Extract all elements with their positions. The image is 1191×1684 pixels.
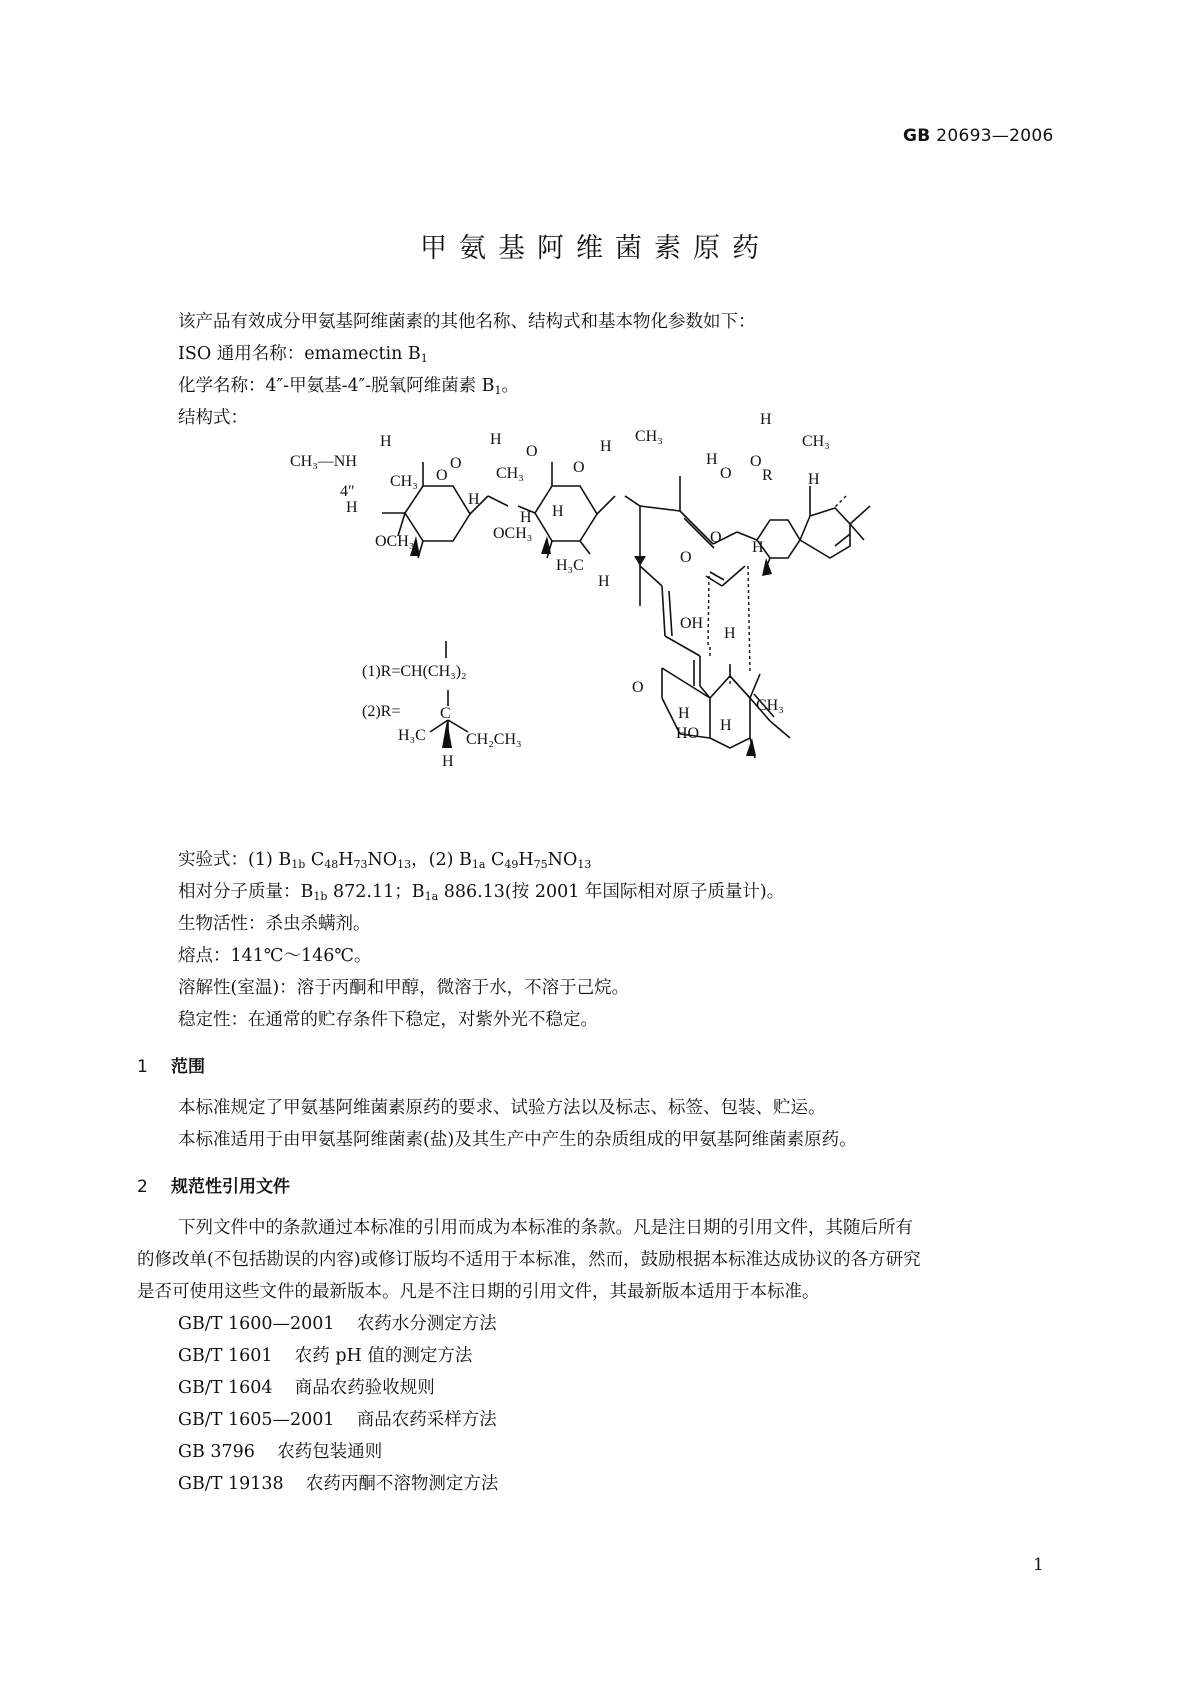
svg-text:O: O [573,459,585,476]
svg-text:CH₃: CH₃ [390,473,418,490]
svg-text:H: H [600,438,612,455]
svg-text:O: O [680,549,692,566]
stability: 稳定性：在通常的贮存条件下稳定，对紫外光不稳定。 [178,1010,598,1030]
reference-item: GB/T 1601 农药 pH 值的测定方法 [178,1346,473,1366]
reference-item: GB/T 1604 商品农药验收规则 [178,1378,435,1398]
svg-text:R: R [762,467,773,484]
svg-text:H: H [724,625,736,642]
reference-item: GB/T 19138 农药丙酮不溶物测定方法 [178,1474,499,1494]
section-2-heading: 2 规范性引用文件 [137,1177,290,1197]
svg-text:H: H [720,717,732,734]
position-4-label: 4″ [340,483,355,500]
r-group-1: (1)R=CH(CH₃)₂ [362,663,467,680]
sugar-ring-2 [535,486,597,541]
section-1-paragraph-2: 本标准适用于由甲氨基阿维菌素(盐)及其生产中产生的杂质组成的甲氨基阿维菌素原药。 [178,1130,857,1150]
svg-text:O: O [710,529,722,546]
molecular-mass: 相对分子质量：$B_{1b}$ 872.11；$B_{1a}$ 886.13(按 2001 年国际相对原子质量计)。 [178,882,785,903]
svg-text:OH: OH [680,615,704,632]
reference-item: GB 3796 农药包装通则 [178,1442,383,1462]
section-2-paragraph-line-3: 是否可使用这些文件的最新版本。凡是不注日期的引用文件，其最新版本适用于本标准。 [137,1282,820,1302]
svg-text:H: H [752,539,764,556]
svg-text:H: H [490,431,502,448]
svg-text:O: O [436,467,448,484]
section-2-paragraph-line-1: 下列文件中的条款通过本标准的引用而成为本标准的条款。凡是注日期的引用文件，其随后所有 [178,1218,913,1238]
iso-name: ISO 通用名称：emamectin $B_1$ [178,344,428,365]
section-1-heading: 1 范围 [137,1057,205,1077]
svg-text:H: H [760,411,772,428]
svg-text:CH₃: CH₃ [496,465,524,482]
svg-text:H₃C: H₃C [556,557,584,574]
svg-text:CH₃: CH₃ [635,428,663,445]
section-2-paragraph-line-2: 的修改单(不包括勘误的内容)或修订版均不适用于本标准，然而，鼓励根据本标准达成协议的各方研究 [137,1250,921,1270]
svg-text:O: O [632,679,644,696]
svg-text:H: H [380,433,392,450]
svg-text:H: H [442,753,454,770]
svg-text:H: H [552,503,564,520]
svg-text:C: C [440,705,451,722]
empirical-formula: 实验式：(1) $B_{1b}$ $C_{48}H_{73}NO_{13}$，(2) $B_{1a}$ $C_{49}H_{75}NO_{13}$ [178,850,592,871]
intro-text: 该产品有效成分甲氨基阿维菌素的其他名称、结构式和基本物化参数如下： [178,312,756,332]
structural-formula [290,411,930,828]
svg-text:CH₃: CH₃ [756,697,784,714]
svg-text:CH₃: CH₃ [802,433,830,450]
svg-text:O: O [750,453,762,470]
svg-text:H: H [468,491,480,508]
bioactivity: 生物活性：杀虫杀螨剂。 [178,914,371,934]
sugar-ring-1 [405,486,470,541]
svg-text:H: H [678,705,690,722]
page-number: 1 [1033,1555,1044,1575]
reference-item: GB/T 1605—2001 商品农药采样方法 [178,1410,497,1430]
chemical-name: 化学名称：4″-甲氨基-4″-脱氧阿维菌素 $B_1$。 [178,376,520,397]
svg-text:O: O [720,465,732,482]
melting-point: 熔点：141℃～146℃。 [178,946,372,966]
ch3-nh-label: CH₃—NH [290,453,357,470]
page-title: 甲氨基阿维菌素原药 [420,233,771,264]
svg-text:OCH₃: OCH₃ [493,525,533,542]
svg-text:H: H [598,573,610,590]
structure-label: 结构式： [178,408,248,428]
svg-text:H: H [346,499,358,516]
svg-text:H: H [520,509,532,526]
svg-text:O: O [450,455,462,472]
svg-text:O: O [526,443,538,460]
svg-text:HO: HO [676,725,700,742]
svg-text:H: H [706,451,718,468]
svg-text:CH₂CH₃: CH₂CH₃ [466,731,522,748]
svg-text:H: H [808,471,820,488]
section-1-paragraph-1: 本标准规定了甲氨基阿维菌素原药的要求、试验方法以及标志、标签、包装、贮运。 [178,1098,826,1118]
r-group-2-label: (2)R= [362,703,401,720]
svg-text:H₃C: H₃C [398,727,426,744]
reference-item: GB/T 1600—2001 农药水分测定方法 [178,1314,497,1334]
solubility: 溶解性(室温)：溶于丙酮和甲醇，微溶于水，不溶于己烷。 [178,978,630,998]
standard-code: GB 20693—2006 [903,126,1054,146]
svg-text:OCH₃: OCH₃ [375,533,415,550]
